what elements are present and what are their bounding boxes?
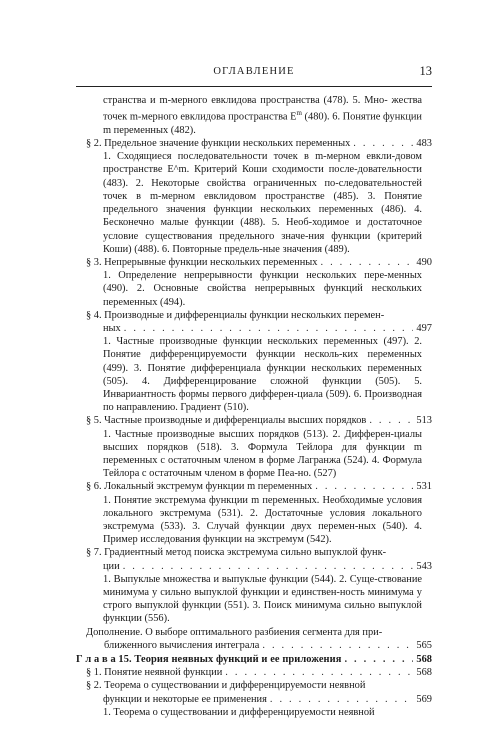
toc-chapter15-section-1[interactable] [76,666,432,679]
toc-title-line [86,256,432,269]
section-subitems: 1. Теорема о существовании и дифференцируемости неявной [103,706,375,718]
toc-supplement[interactable] [86,626,432,652]
leader-dots [369,414,413,427]
section-title: § 3. Непрерывные функции нескольких переменных [86,256,318,268]
toc-continuation: странства и m-мерного евклидова пространства (478). 5. Мно- жества точек m-мерного евклидова пространства $E^m$ (480). 6. Понятие функции m переменных (482). [103,95,422,136]
table-of-contents [76,94,432,719]
section-title: функции и некоторые ее применения [103,693,267,705]
section-subitems: 1. Выпуклые множества и выпуклые функции (544). 2. Суще-ствование минимума у сильно выпуклой функции и единствен-ность минимума у строго выпуклой функции (551). 3. Поиск минимума сильно выпуклой функции (556). [103,573,422,625]
leader-dots [353,137,413,150]
toc-title-line [76,653,432,666]
section-subitems: 1. Определение непрерывности функции нескольких пере-менных (490). 2. Основные свойства непрерывных функций нескольких переменных (494). [103,270,422,308]
leader-dots [344,653,413,666]
running-title: ОГЛАВЛЕНИЕ [213,66,295,77]
toc-section-2[interactable] [76,137,432,256]
section-page: 513 [416,415,432,427]
page-number: 13 [419,64,432,78]
supplement-title: ближенного вычисления интеграла [104,639,260,651]
toc-section-6[interactable] [76,480,432,546]
section-page: 483 [416,138,432,150]
section-title: § 6. Локальный экстремум функции m переменных [86,481,313,493]
section-subitems: 1. Сходящиеся последовательности точек в m-мерном евкли-довом пространстве E^m. Критерий Коши сходимости после-довательности (483). 2. Некоторые свойства ограниченных по-следовательностей точек в m-мерном евклидовом пространстве (485). 3. Понятие предельного значения функции нескольких переменных (486). 4. Бесконечно малые функции (488). 5. Необ-ходимое и достаточное условие существования предельного значе-ния функции (критерий Коши) (488). 6. Повторные предель-ные значения (489). [103,151,422,255]
section-title-first-line: § 4. Производные и дифференциалы функции нескольких перемен- [86,309,385,321]
chapter-title: Г л а в а 15. Теория неявных функций и ее приложения [76,654,342,665]
leader-dots [225,666,413,679]
toc-title-line [86,137,432,150]
section-subitems: 1. Частные производные высших порядков (513). 2. Дифферен-циалы высших порядков (518). 3. Формула Тейлора для функции m переменных с остаточным членом в форме Лагранжа (524). 4. Формула Тейлора с остаточным членом в форме Пеа-но. (527) [103,428,422,480]
toc-title-line [103,322,432,335]
section-title: § 1. Понятие неявной функции [86,667,223,679]
section-page: 490 [416,256,432,268]
supplement-title-first-line: Дополнение. О выборе оптимального разбиения сегмента для при- [86,626,383,638]
toc-title-line [103,560,432,573]
leader-dots [124,322,414,335]
leader-dots [315,480,413,493]
page-header [76,62,432,87]
section-page: 531 [416,481,432,493]
toc-title-line [104,639,432,652]
section-title: § 2. Предельное значение функции нескольких переменных [86,138,351,150]
section-page: 569 [416,693,432,705]
leader-dots [270,693,414,706]
section-subitems: 1. Понятие экстремума функции m переменных. Необходимые условия локального экстремума (531). 2. Достаточные условия локального экстремума (533). 3. Случай функции двух перемен-ных (540). 4. Пример исследования функции на экстремум (542). [103,494,422,546]
chapter-page: 568 [416,654,432,665]
toc-title-line [103,693,432,706]
toc-section-5[interactable] [76,414,432,480]
section-page: 497 [416,322,432,334]
section-title: ных [103,322,121,334]
toc-chapter15-section-2[interactable] [76,679,432,719]
section-page: 543 [416,560,432,572]
section-subitems: 1. Частные производные функции нескольких переменных (497). 2. Понятие дифференцируемости функции несколь-ких переменных (499). 3. Понятие дифференциала функции нескольких переменных (505). 4. Дифференцирование сложной функции (505). 5. Инвариантность формы первого дифферен-циала (509). 6. Производная по направлению. Градиент (510). [103,336,422,414]
leader-dots [123,560,414,573]
toc-section-4[interactable] [76,309,432,415]
toc-title-line [86,414,432,427]
leader-dots [320,256,413,269]
section-title: § 5. Частные производные и дифференциалы высших порядков [86,415,367,427]
section-title-first-line: § 2. Теорема о существовании и дифференцируемости неявной [86,680,366,692]
section-title: ции [103,560,120,572]
toc-section-3[interactable] [76,256,432,309]
section-page: 568 [416,667,432,679]
toc-title-line [86,666,432,679]
toc-title-line [86,480,432,493]
toc-section-7[interactable] [76,546,432,625]
toc-chapter-15[interactable] [76,653,432,666]
supplement-page: 565 [416,639,432,651]
leader-dots [262,639,413,652]
section-title-first-line: § 7. Градиентный метод поиска экстремума сильно выпуклой функ- [86,547,387,559]
